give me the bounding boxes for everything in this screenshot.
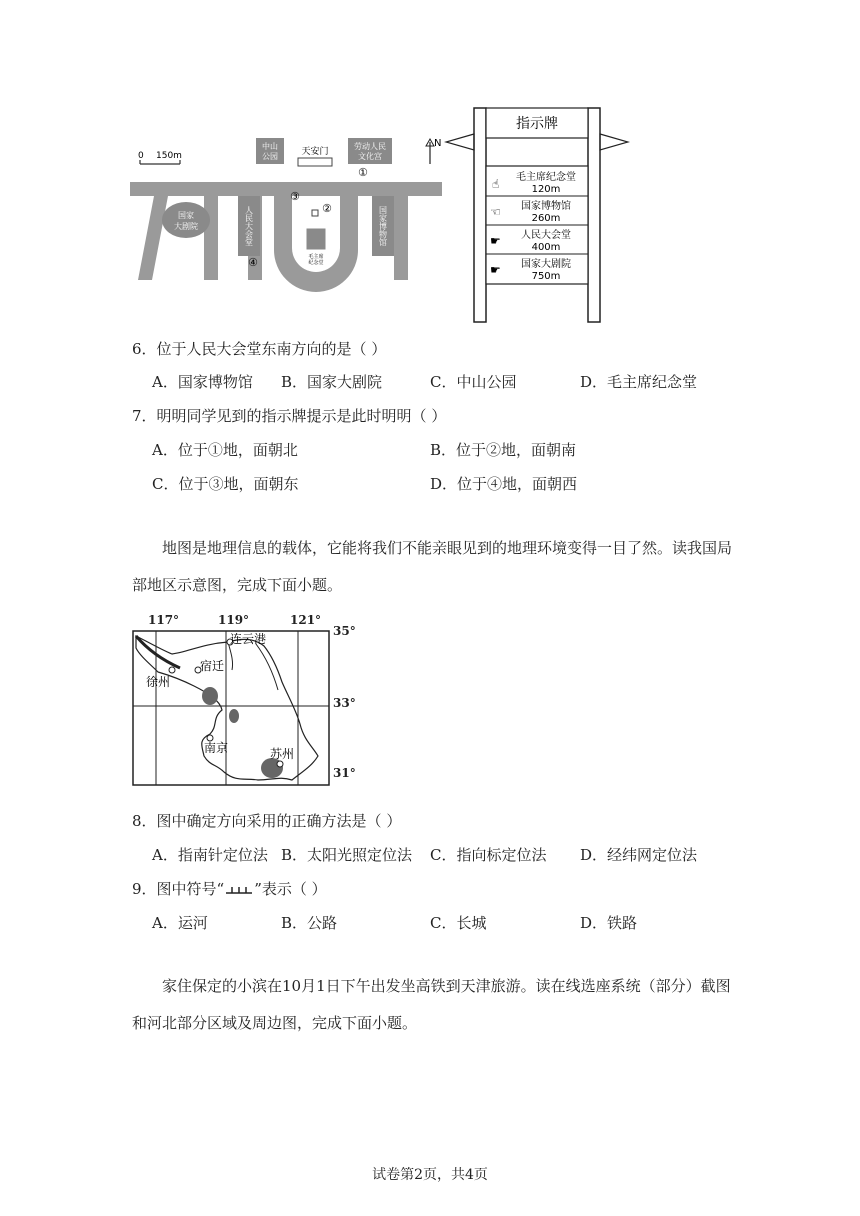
svg-text:☝: ☝ bbox=[492, 177, 500, 191]
svg-text:国家博物馆: 国家博物馆 bbox=[378, 206, 388, 246]
tiananmen-gate bbox=[298, 158, 332, 166]
svg-text:大剧院: 大剧院 bbox=[174, 222, 198, 231]
pointing-hand-icon bbox=[490, 234, 501, 248]
q9-option-c[interactable]: C．长城 bbox=[430, 914, 487, 932]
q8-option-a[interactable]: A．指南针定位法 bbox=[152, 846, 268, 864]
svg-text:☛: ☛ bbox=[490, 263, 501, 277]
svg-text:中山: 中山 bbox=[262, 142, 278, 151]
sign-entry-dist: 400m bbox=[531, 242, 561, 253]
pointing-hand-icon bbox=[492, 177, 499, 191]
tiananmen-label: 天安门 bbox=[301, 147, 329, 157]
svg-text:劳动人民: 劳动人民 bbox=[354, 142, 386, 151]
city-xuzhou: 徐州 bbox=[146, 675, 171, 689]
svg-text:☛: ☛ bbox=[490, 234, 501, 248]
pointing-hand-icon bbox=[490, 263, 501, 277]
q9-stem-before: 9．图中符号“ bbox=[132, 880, 225, 898]
q7-option-b[interactable]: B．位于②地，面朝南 bbox=[430, 441, 577, 459]
sign-entry-dist: 750m bbox=[531, 271, 561, 282]
map2-lon-121: 121° bbox=[290, 613, 322, 627]
q9-option-b[interactable]: B．公路 bbox=[281, 914, 338, 932]
svg-text:国家: 国家 bbox=[178, 211, 194, 220]
q8-option-b[interactable]: B．太阳光照定位法 bbox=[281, 846, 413, 864]
svg-text:纪念堂: 纪念堂 bbox=[308, 260, 324, 266]
tiananmen-area-map bbox=[126, 130, 444, 300]
q8-option-d[interactable]: D．经纬网定位法 bbox=[580, 846, 698, 864]
lake-gaoyou bbox=[229, 709, 239, 723]
q7-option-c[interactable]: C．位于③地，面朝东 bbox=[152, 475, 299, 493]
sign-entry-dist: 120m bbox=[531, 184, 561, 195]
intro-paragraph-2: 家住保定的小滨在10月1日下午出发坐高铁到天津旅游。读在线选座系统（部分）截图和河北部分区域及周边图，完成下面小题。 bbox=[132, 977, 731, 1032]
q9-option-a[interactable]: A．运河 bbox=[152, 914, 208, 932]
pointing-hand-icon bbox=[490, 205, 501, 219]
q6-option-d[interactable]: D．毛主席纪念堂 bbox=[580, 373, 698, 391]
question-6-stem: 6．位于人民大会堂东南方向的是（ ） bbox=[132, 340, 387, 358]
lake-hongze bbox=[202, 687, 218, 705]
question-9-stem bbox=[132, 878, 327, 899]
marker-3: ③ bbox=[290, 190, 300, 203]
railway-symbol-icon bbox=[224, 883, 254, 897]
memorial-hall bbox=[306, 228, 326, 250]
city-suqian: 宿迁 bbox=[200, 659, 225, 673]
q7-option-d[interactable]: D．位于④地，面朝西 bbox=[430, 475, 578, 493]
svg-text:毛主席: 毛主席 bbox=[308, 254, 324, 260]
road-network bbox=[130, 182, 442, 292]
intro-paragraph-1: 地图是地理信息的载体，它能将我们不能亲眼见到的地理环境变得一目了然。读我国局部地区示意图，完成下面小题。 bbox=[132, 539, 733, 594]
svg-text:文化宫: 文化宫 bbox=[358, 152, 382, 161]
map2-lon-119: 119° bbox=[218, 613, 250, 627]
marker-1: ① bbox=[358, 166, 368, 179]
city-lianyungang: 连云港 bbox=[230, 632, 267, 646]
map2-lat-31: 31° bbox=[333, 766, 356, 780]
scale-zero: 0 bbox=[138, 151, 144, 161]
sign-entry-dist: 260m bbox=[531, 213, 561, 224]
q6-option-a[interactable]: A．国家博物馆 bbox=[152, 373, 253, 391]
north-arrow-icon bbox=[424, 136, 444, 166]
national-theater bbox=[162, 202, 210, 238]
svg-text:N: N bbox=[434, 138, 442, 149]
scale-label: 150m bbox=[156, 151, 182, 161]
marker-4: ④ bbox=[248, 256, 258, 269]
svg-text:人民大会堂: 人民大会堂 bbox=[244, 206, 254, 246]
question-8-stem: 8．图中确定方向采用的正确方法是（ ） bbox=[132, 812, 402, 830]
city-suzhou: 苏州 bbox=[270, 747, 295, 761]
q7-option-a[interactable]: A．位于①地，面朝北 bbox=[152, 441, 298, 459]
jiangsu-map bbox=[132, 630, 330, 786]
svg-text:☜: ☜ bbox=[490, 205, 501, 219]
q9-stem-after: ”表示（ ） bbox=[254, 880, 327, 898]
page-footer: 试卷第2页，共4页 bbox=[372, 1167, 488, 1183]
map2-lat-33: 33° bbox=[333, 696, 356, 710]
marker-2: ② bbox=[322, 202, 332, 215]
q9-option-d[interactable]: D．铁路 bbox=[580, 914, 638, 932]
question-7-stem: 7．明明同学见到的指示牌提示是此时明明（ ） bbox=[132, 407, 447, 425]
sign-entry-name: 人民大会堂 bbox=[521, 230, 571, 241]
map2-lat-35: 35° bbox=[333, 624, 356, 638]
signboard bbox=[444, 104, 630, 324]
city-nanjing: 南京 bbox=[204, 741, 229, 755]
signboard-title: 指示牌 bbox=[516, 116, 558, 132]
svg-text:公园: 公园 bbox=[262, 152, 278, 161]
q6-option-c[interactable]: C．中山公园 bbox=[430, 373, 517, 391]
map2-lon-117: 117° bbox=[148, 613, 180, 627]
sign-entry-name: 国家大剧院 bbox=[521, 259, 571, 270]
q8-option-c[interactable]: C．指向标定位法 bbox=[430, 846, 547, 864]
q6-option-b[interactable]: B．国家大剧院 bbox=[281, 373, 383, 391]
sign-entry-name: 毛主席纪念堂 bbox=[516, 172, 576, 183]
sign-entry-name: 国家博物馆 bbox=[521, 201, 571, 212]
